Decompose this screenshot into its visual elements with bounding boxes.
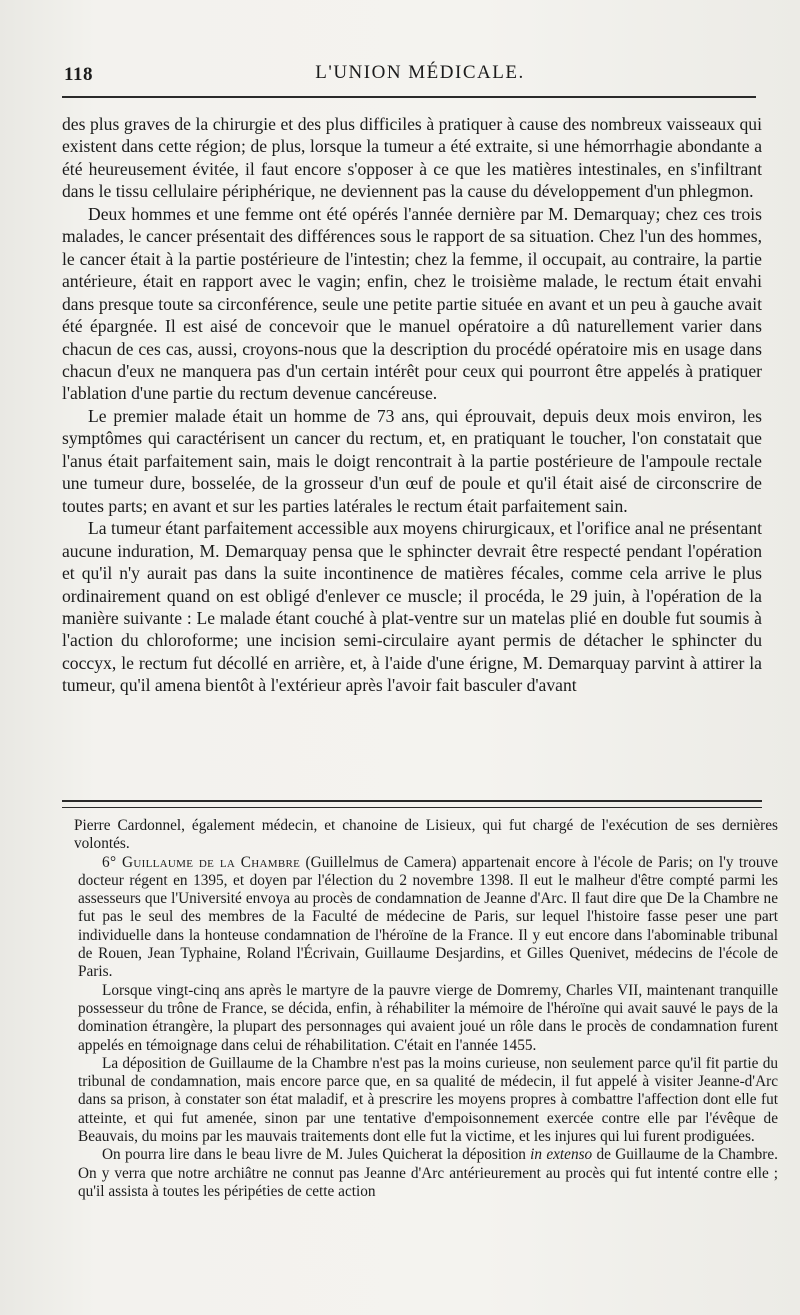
footnotes-section — [74, 817, 778, 1201]
page-header — [60, 60, 760, 92]
running-title: L'UNION MÉDICALE. — [315, 62, 525, 83]
footnote-paragraph — [78, 1146, 778, 1201]
footnote-person-name: 6° Guillaume de la Chambre — [102, 853, 301, 871]
footnote-italic-text: in extenso — [530, 1146, 593, 1164]
footnote-text: (Guillelmus de Camera) appartenait encore à l'école de Paris; on l'y trouve docteur régent en 1395, et doyen par l'élection du 2 novembre 1398. Il eut le malheur d'être compté parmi les assesseurs que l'Université envoya au procès de condamnation de Jeanne d'Arc. Il faut dire que De la Chambre ne fut pas le seul des membres de la Faculté de médecine de Paris, sur lequel l'histoire fasse peser une part individuelle dans la honteuse condamnation de l'héroïne de la France. Il y eut encore dans l'abominable tribunal de Rouen, Jean Typhaine, Roland l'Écrivain, Guillaume Desjardins, et Gilles Quenivet, médecins de l'école de Paris. — [78, 853, 778, 981]
footnote-paragraph — [78, 854, 778, 982]
footnote-separator-rule — [62, 800, 762, 808]
footnote-text: On pourra lire dans le beau livre de M. Jules Quicherat la déposition — [102, 1146, 531, 1164]
footnote-text: de Guillaume de la Chambre. On y verra que notre archiâtre ne connut pas Jeanne d'Arc antérieurement au procès qui fut intenté contre elle ; qu'il assista à toutes les péripéties de cette action — [78, 1146, 778, 1200]
footnote-paragraph: Lorsque vingt-cinq ans après le martyre de la pauvre vierge de Domremy, Charles VII, maintenant tranquille possesseur du trône de France, se décida, enfin, à réhabiliter la mémoire de l'héroïne qui avait sauvé le pays de la domination étrangère, la plupart des personnages qui avaient joué un rôle dans le procès de condamnation furent appelés en témoignage dans celui de réhabilitation. C'était en l'année 1455. — [78, 981, 778, 1054]
page-number: 118 — [64, 64, 93, 85]
footnote-paragraph: Pierre Cardonnel, également médecin, et chanoine de Lisieux, qui fut chargé de l'exécution de ses dernières volontés. — [74, 817, 778, 853]
main-body-text — [62, 113, 762, 697]
body-paragraph: La tumeur étant parfaitement accessible aux moyens chirurgicaux, et l'orifice anal ne présentant aucune induration, M. Demarquay pensa que le sphincter devrait être respecté pendant l'opération et qu'il n'y aurait pas dans la suite incontinence de matières fécales, comme cela arrive le plus ordinairement quand on est obligé d'enlever ce muscle; il procéda, le 29 juin, à l'opération de la manière suivante : Le malade étant couché à plat-ventre sur un matelas plié en double fut soumis à l'action du chloroforme; une incision semi-circulaire ayant permis de détacher le sphincter du coccyx, le rectum fut décollé en arrière, et, à l'aide d'une érigne, M. Demarquay parvint à attirer la tumeur, qu'il amena bientôt à l'extérieur après l'avoir fait basculer d'avant — [62, 518, 762, 696]
body-paragraph: Deux hommes et une femme ont été opérés l'année dernière par M. Demarquay; chez ces trois malades, le cancer présentait des différences sous le rapport de sa situation. Chez l'un des hommes, le cancer était à la partie postérieure de l'intestin; chez la femme, il occupait, au contraire, la partie antérieure, était en rapport avec le vagin; enfin, chez le troisième malade, le rectum était envahi dans presque toute sa circonférence, seule une petite partie située en avant et un peu à gauche avait été épargnée. Il est aisé de concevoir que le manuel opératoire a dû naturellement varier dans chacun de ces cas, aussi, croyons-nous que la description du procédé opératoire mis en usage dans chacun d'eux ne manquera pas d'un certain intérêt pour ceux qui pourront être appelés à pratiquer l'ablation d'une partie du rectum devenue cancéreuse. — [62, 203, 762, 404]
footnote-paragraph: La déposition de Guillaume de la Chambre n'est pas la moins curieuse, non seulement parce qu'il fit partie du tribunal de condamnation, mais encore parce que, en sa qualité de médecin, il fut appelé à visiter Jeanne-d'Arc dans sa prison, à constater son état maladif, et à prescrire les moyens propres à combattre l'affection dont elle fut atteinte, et qui fut amenée, sinon par une tentative d'empoisonnement exercée contre elle par l'évêque de Beauvais, du moins par les mauvais traitements dont elle fut la victime, et les injures qui lui furent prodiguées. — [78, 1054, 778, 1146]
body-paragraph: des plus graves de la chirurgie et des plus difficiles à pratiquer à cause des nombreux vaisseaux qui existent dans cette région; de plus, lorsque la tumeur a été extraite, si une hémorrhagie abondante a été heureusement évitée, il faut encore s'opposer à ce que les matières intestinales, en s'infiltrant dans le tissu cellulaire périphérique, ne deviennent pas la cause du développement d'un phlegmon. — [62, 114, 762, 202]
body-paragraph: Le premier malade était un homme de 73 ans, qui éprouvait, depuis deux mois environ, les symptômes qui caractérisent un cancer du rectum, et, en pratiquant le toucher, l'on constatait que l'anus était parfaitement sain, mais le doigt rencontrait à la partie postérieure de l'ampoule rectale une tumeur dure, bosselée, de la grosseur d'un œuf de poule et qu'il était aisé de circonscrire de toutes parts; en avant et sur les parties latérales le rectum était parfaitement sain. — [62, 405, 762, 516]
header-rule — [62, 96, 756, 98]
